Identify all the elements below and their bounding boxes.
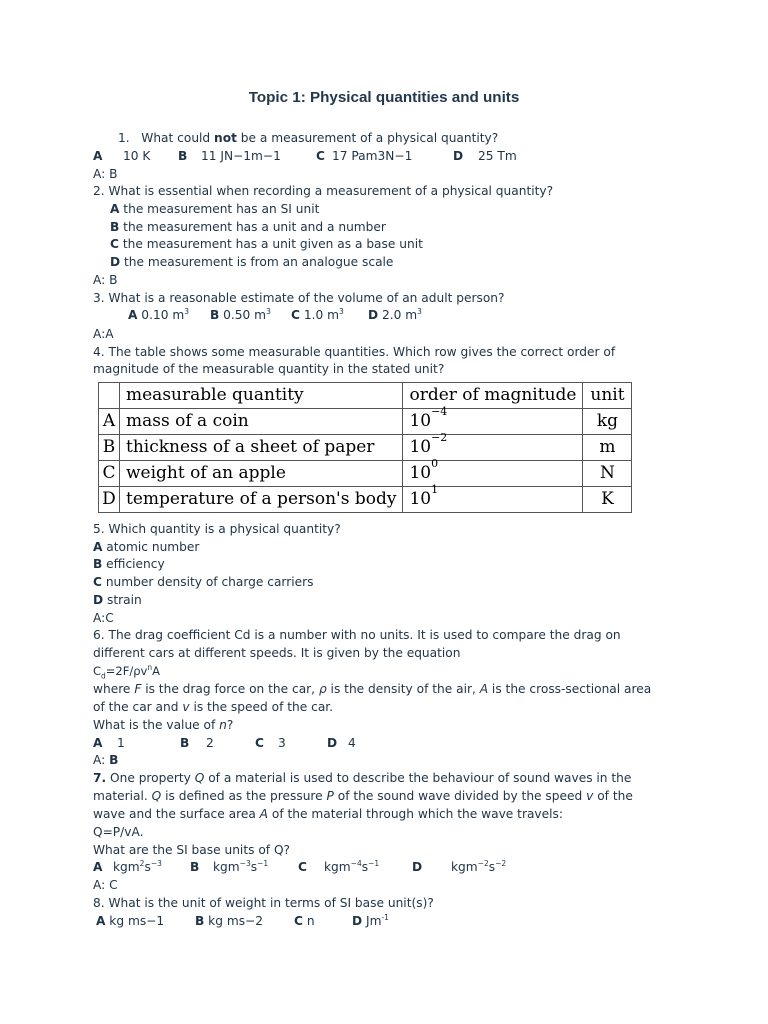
table-header: order of magnitude <box>403 383 583 409</box>
question-4-line-2: magnitude of the measurable quantity in the stated unit? <box>93 362 445 376</box>
table-header-row <box>99 383 632 409</box>
table-row: A mass of a coin $10^{-4}$ kg <box>99 409 632 435</box>
document-page: Topic 1: Physical quantities and units 1. What could not be a measurement of a physical quantity? A 10 K B 11 JN−1m−1 C 17 Pam3N−1 D 25 Tm A: B 2. What is essential when recording a measurement of a physical quantity? A the measurement has an SI unit B the measurement has a unit and a number C the measurement has a unit given as a base unit D the measurement is from an analogue scale A: B 3. What is a reasonable estimate of the volume of an adult person? A 0.10 $m^3$ B 0.50 $m^3$ C 1.0 $m^3$ D 2.0 $m^3$ A:A 4. The table shows some measurable quantities. Which row gives the correct order of magnitude of the measurable quantity in the stated unit? measurable quantity order of magnitude unit A mass of a coin $10^{-4}$ kg B thickness of a sheet of paper $10^{-2}$ m C weight of an apple $10^0$ N D temperature of a person's body $10^1$ K 5. Which quantity is a physical quantity? A atomic number B efficiency C number density of charge carriers D strain A:C 6. The drag coefficient Cd is a number with no units. It is used to compare the drag on different cars at different speeds. It is given by the equation $C_d=2F/\rho v^nA$ where F is the drag force on the car, ρ is the density of the air, A is the cross-sectional area of the car and v is the speed of the car. What is the value of n? A 1 B 2 C 3 D 4 A: B 7. One property Q of a material is used to describe the behaviour of sound waves in the material. Q is defined as the pressure P of the sound wave divided by the speed v of the wave and the surface area A of the material through which the wave travels: Q=P/vA. What are the SI base units of Q? A $kgm^2s^{-3}$ B $kgm^{-3}s^{-1}$ C $kgm^{-4}s^{-1}$ D $kgm^{-2}s^{-2}$ A: C 8. What is the unit of weight in terms of SI base unit(s)? A kg ms−1 B kg ms−2 C n D $Jm^{-1}$ <box>0 0 768 1024</box>
question-3-answer: A:A <box>93 327 114 341</box>
question-5-answer: A:C <box>93 611 114 625</box>
question-7-line-2: material. Q is defined as the pressure P of the sound wave divided by the speed v of the <box>93 789 633 803</box>
question-2-option-c: C the measurement has a unit given as a base unit <box>110 237 423 251</box>
question-6-line-5: of the car and v is the speed of the car. <box>93 700 334 714</box>
question-2: 2. What is essential when recording a measurement of a physical quantity? <box>93 184 554 198</box>
question-7-equation: Q=P/vA. <box>93 825 144 839</box>
question-4-line-1: 4. The table shows some measurable quantities. Which row gives the correct order of <box>93 345 616 359</box>
question-2-option-d: D the measurement is from an analogue scale <box>110 255 394 269</box>
question-6-line-1: 6. The drag coefficient Cd is a number with no units. It is used to compare the drag on <box>93 628 621 642</box>
question-6-line-4: where F is the drag force on the car, ρ is the density of the air, A is the cross-sectional area <box>93 682 652 696</box>
question-5-option-b: B efficiency <box>93 557 165 571</box>
question-1: 1. What could not be a measurement of a physical quantity? <box>118 131 499 145</box>
page-title: Topic 1: Physical quantities and units <box>248 89 520 106</box>
question-2-answer: A: B <box>93 273 118 287</box>
magnitude-table <box>98 382 632 513</box>
question-7-question: What are the SI base units of Q? <box>93 843 291 857</box>
table-row: C weight of an apple $10^0$ N <box>99 461 632 487</box>
question-6-line-2: different cars at different speeds. It is given by the equation <box>93 646 461 660</box>
table-header: measurable quantity <box>120 383 403 409</box>
table-header: unit <box>583 383 632 409</box>
question-5-option-c: C number density of charge carriers <box>93 575 314 589</box>
question-5-option-a: A atomic number <box>93 540 200 554</box>
drag-equation: $C_d=2F/\rho v^nA$ <box>93 663 160 681</box>
question-1-answer: A: B <box>93 167 118 181</box>
question-2-option-b: B the measurement has a unit and a number <box>110 220 386 234</box>
question-6-question: What is the value of n? <box>93 718 234 732</box>
question-5-option-d: D strain <box>93 593 142 607</box>
question-2-option-a: A the measurement has an SI unit <box>110 202 320 216</box>
question-8: 8. What is the unit of weight in terms of SI base unit(s)? <box>93 896 434 910</box>
question-6-answer: A: B <box>93 753 119 767</box>
question-7-line-3: wave and the surface area A of the material through which the wave travels: <box>93 807 563 821</box>
question-7-line-1: 7. One property Q of a material is used to describe the behaviour of sound waves in the <box>93 771 632 785</box>
question-3: 3. What is a reasonable estimate of the volume of an adult person? <box>93 291 505 305</box>
table-row: D temperature of a person's body $10^1$ K <box>99 487 632 513</box>
question-7-answer: A: C <box>93 878 118 892</box>
question-5: 5. Which quantity is a physical quantity? <box>93 522 341 536</box>
table-row: B thickness of a sheet of paper $10^{-2}$ m <box>99 435 632 461</box>
